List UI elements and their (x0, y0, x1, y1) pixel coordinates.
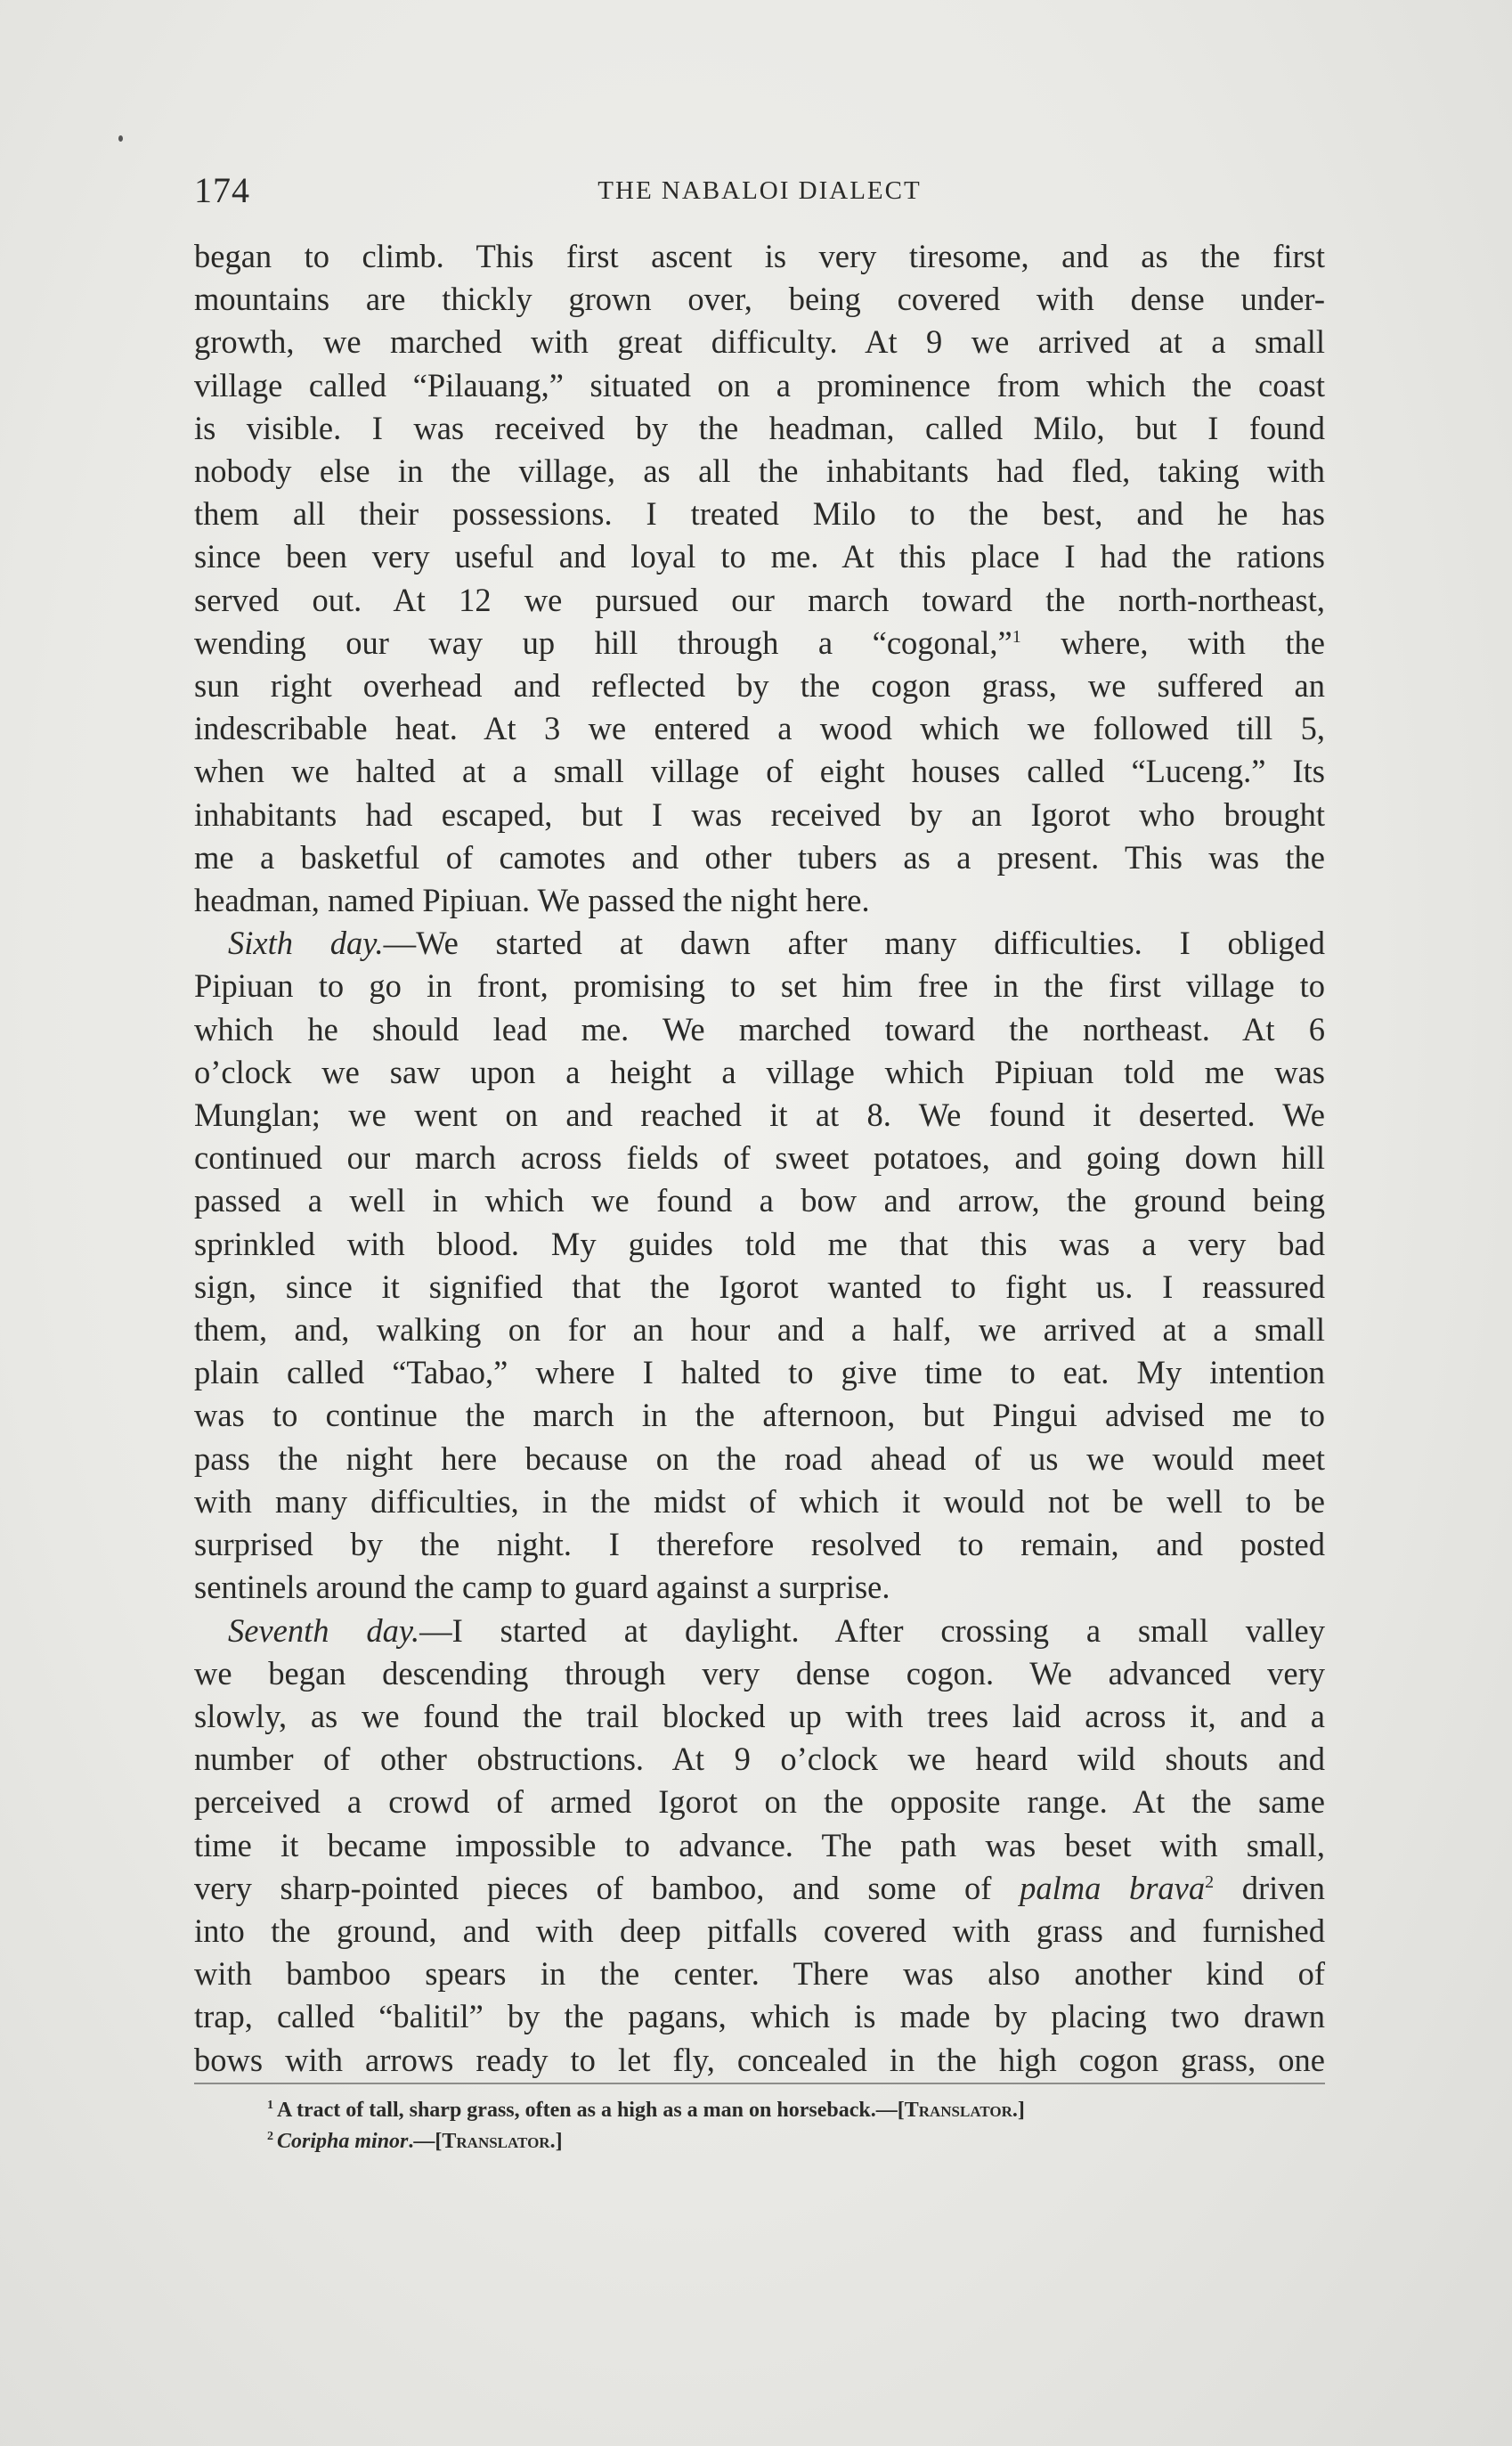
text-segment: —I started at daylight. After crossing a small valley (419, 1611, 1325, 1649)
footnote-ref-2: 2 (1205, 1871, 1215, 1892)
page-number: 174 (194, 170, 250, 210)
footnote-translator: Translator (442, 2130, 550, 2153)
footnote-ref-1: 1 (1012, 626, 1021, 647)
text-line: into the ground, and with deep pitfalls covered with grass and furnished (194, 1912, 1325, 1949)
text-line: continued our march across fields of sweet potatoes, and going down hill (194, 1139, 1325, 1177)
text-line: them, and, walking on for an hour and a half, we arrived at a small (194, 1311, 1325, 1349)
text-line: me a basketful of camotes and other tubers as a present. This was the (194, 838, 1325, 876)
text-line: trap, called “balitil” by the pagans, which is made by placing two drawn (194, 1998, 1325, 2035)
footnotes (267, 2095, 1325, 2157)
text-line: mountains are thickly grown over, being covered with dense under- (194, 281, 1325, 318)
text-line: we began descending through very dense cogon. We advanced very (194, 1654, 1325, 1692)
day-heading: Seventh day. (228, 1611, 420, 1649)
footnote-text: .—[ (408, 2130, 443, 2153)
paragraph-sixth-day (194, 922, 1325, 1609)
footnote-2 (267, 2126, 1325, 2157)
text-line: pass the night here because on the road ahead of us we would meet (194, 1439, 1325, 1477)
text-line: village called “Pilauang,” situated on a prominence from which the coast (194, 366, 1325, 404)
text-line: time it became impossible to advance. The path was beset with small, (194, 1826, 1325, 1863)
text-line: when we halted at a small village of eight houses called “Luceng.” Its (194, 753, 1325, 790)
text-line: inhabitants had escaped, but I was received by an Igorot who brought (194, 795, 1325, 833)
text-line: plain called “Tabao,” where I halted to give time to eat. My intention (194, 1354, 1325, 1391)
paragraph-seventh-day (194, 1610, 1325, 2082)
text-segment: —We started at dawn after many difficulties. I obliged (383, 925, 1325, 962)
text-line: began to climb. This first ascent is very tiresome, and as the first (194, 238, 1325, 274)
footnote-italic-term: Coripha minor (277, 2130, 409, 2153)
text-line: headman, named Pipiuan. We passed the night here. (194, 882, 870, 919)
italic-term: palma brava (1020, 1869, 1206, 1906)
footnote-marker: 1 (267, 2099, 273, 2112)
paragraph-continuation (194, 235, 1325, 922)
text-line: bows with arrows ready to let fly, concealed in the high cogon grass, one (194, 2041, 1325, 2078)
footnote-divider (194, 2083, 1325, 2084)
body-text (194, 235, 1325, 2082)
text-segment: driven (1214, 1869, 1326, 1906)
text-line-with-note (194, 622, 1325, 664)
text-line: o’clock we saw upon a height a village which Pipiuan told me was (194, 1053, 1325, 1090)
text-line: number of other obstructions. At 9 o’clock we heard wild shouts and (194, 1741, 1325, 1778)
text-line: them all their possessions. I treated Milo to the best, and he has (194, 495, 1325, 533)
text-line: passed a well in which we found a bow and arrow, the ground being (194, 1182, 1325, 1219)
footnote-marker: 2 (267, 2130, 273, 2143)
page-header (194, 169, 1325, 223)
text-line (194, 922, 1325, 965)
text-line: Pipiuan to go in front, promising to set him free in the first village to (194, 967, 1325, 1005)
footnote-close: .] (1012, 2099, 1025, 2122)
text-line-with-note (194, 1867, 1325, 1910)
text-line: sun right overhead and reflected by the cogon grass, we suffered an (194, 667, 1325, 705)
running-head: THE NABALOI DIALECT (597, 176, 922, 205)
text-line: Munglan; we went on and reached it at 8. We found it deserted. We (194, 1097, 1325, 1134)
day-heading: Sixth day. (228, 925, 384, 962)
text-line: sentinels around the camp to guard against a surprise. (194, 1569, 890, 1606)
text-line: indescribable heat. At 3 we entered a wood which we followed till 5, (194, 710, 1325, 747)
footnote-close: .] (549, 2130, 563, 2153)
text-segment: very sharp-pointed pieces of bamboo, and some of (194, 1869, 1020, 1906)
text-line: served out. At 12 we pursued our march toward the north-northeast, (194, 581, 1325, 618)
text-line: with many difficulties, in the midst of which it would not be well to be (194, 1482, 1325, 1520)
text-line: with bamboo spears in the center. There was also another kind of (194, 1955, 1325, 1993)
text-line (194, 1610, 1325, 1652)
footnote-1 (267, 2095, 1325, 2126)
print-speck (118, 135, 123, 142)
text-line: surprised by the night. I therefore resolved to remain, and posted (194, 1526, 1325, 1563)
text-line: growth, we marched with great difficulty. At 9 we arrived at a small (194, 323, 1325, 361)
footnote-text: A tract of tall, sharp grass, often as a high as a man on horseback.—[ (277, 2099, 905, 2122)
text-line: which he should lead me. We marched toward the northeast. At 6 (194, 1010, 1325, 1048)
footnote-translator: Translator (904, 2099, 1012, 2122)
text-line: was to continue the march in the afternoon, but Pingui advised me to (194, 1397, 1325, 1434)
text-line: slowly, as we found the trail blocked up with trees laid across it, and a (194, 1697, 1325, 1734)
text-line: perceived a crowd of armed Igorot on the opposite range. At the same (194, 1783, 1325, 1821)
text-segment: wending our way up hill through a “cogonal,” (194, 624, 1012, 661)
text-line: since been very useful and loyal to me. At this place I had the rations (194, 538, 1325, 575)
text-line: sprinkled with blood. My guides told me that this was a very bad (194, 1225, 1325, 1262)
text-line: sign, since it signified that the Igorot wanted to fight us. I reassured (194, 1268, 1325, 1305)
text-line: nobody else in the village, as all the inhabitants had fled, taking with (194, 453, 1325, 490)
text-line: is visible. I was received by the headman, called Milo, but I found (194, 409, 1325, 446)
text-segment: where, with the (1020, 624, 1325, 661)
